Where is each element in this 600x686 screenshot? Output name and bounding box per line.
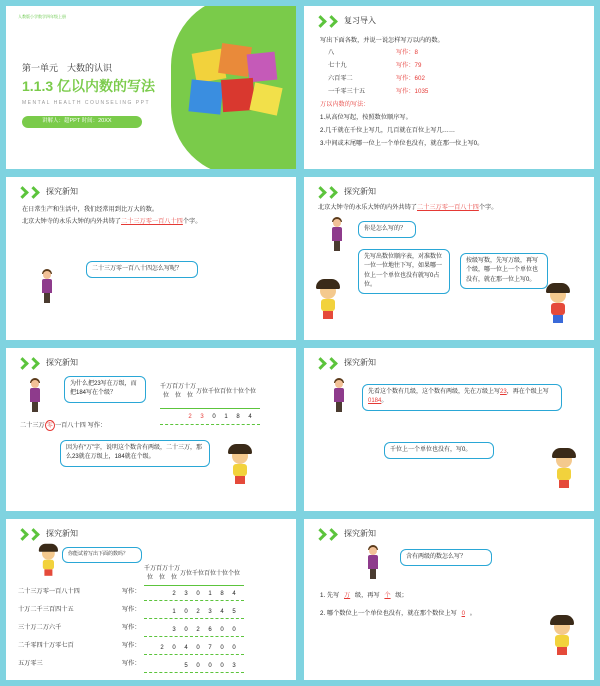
line-number: 二十三万零一百八十四: [417, 204, 479, 211]
summary-line-1: [320, 591, 408, 600]
practice-label: 二千零四十万零七百: [18, 642, 74, 649]
write-label: 写作：: [122, 660, 141, 667]
speech-bubble: 含有两级的数怎么写？: [400, 549, 492, 566]
girl-figure: [320, 283, 336, 319]
label-a: 二十三万: [20, 422, 45, 429]
unit-title: 第一单元 大数的认识: [22, 63, 113, 73]
item-label: 六百零二: [328, 75, 353, 82]
line-c: 个字。: [478, 204, 498, 211]
top-note: 人教版小学数学四年级上册: [18, 14, 66, 19]
practice-digits: [144, 643, 240, 653]
speech-bubble-right: 按级写数，先写万级，再写个级，哪一位上一个单位也没有，就在那一位上写0。: [460, 253, 548, 289]
header-title: 探究新知: [46, 529, 78, 538]
girl-figure: [554, 619, 570, 655]
place-col: 十万位: [168, 566, 181, 581]
place-col: 十位: [216, 570, 229, 577]
digit: 0: [232, 627, 236, 633]
digit: 8: [220, 591, 224, 597]
digit: 0: [208, 663, 212, 669]
practice-label: 二十三万零一百八十四: [18, 588, 80, 595]
item-answer: 写作：79: [396, 62, 422, 69]
slide-explore-2[interactable]: [304, 177, 594, 340]
speech-bubble: 你能试着写出下面的数吗？: [62, 547, 142, 563]
l1-c: 级，再写: [354, 592, 380, 599]
l1-e: 级；: [395, 592, 408, 599]
speech-bubble: [362, 384, 562, 411]
digit: 1: [224, 414, 228, 420]
l2-c: 。: [469, 610, 476, 617]
answer-1: 23: [500, 389, 507, 395]
dashed-line: [144, 654, 244, 655]
dashed-line: [144, 618, 244, 619]
place-col: 百万位: [172, 384, 185, 399]
digit: 3: [208, 609, 212, 615]
teacher-figure: [368, 545, 378, 579]
digit: 6: [208, 627, 212, 633]
chevron-icon: [327, 358, 337, 368]
item-label: 八: [328, 49, 335, 56]
practice-digits: [144, 607, 240, 617]
write-label: 写作：: [122, 588, 141, 595]
item-answer: 写作：602: [396, 75, 425, 82]
number-blocks-image: [186, 41, 286, 131]
digit: 4: [220, 609, 224, 615]
slide-explore-4[interactable]: [304, 348, 594, 511]
method-item: 2.几千就在千位上写几，几百就在百位上写几……: [320, 127, 456, 134]
place-value-header: [160, 380, 256, 400]
digit: 3: [184, 591, 188, 597]
digit: 0: [220, 645, 224, 651]
digit: 0: [220, 663, 224, 669]
line2: [22, 217, 201, 226]
l2-a: 2. 哪个数位上一个单位也没有，就在那个数位上写: [320, 610, 457, 617]
divider-line: [144, 585, 244, 586]
digit: 1: [208, 591, 212, 597]
digit: 4: [248, 414, 252, 420]
write-label: 写作：: [122, 642, 141, 649]
digit: 0: [196, 591, 200, 597]
speech-bubble-2: 千位上一个单位也没有，写0。: [384, 442, 494, 459]
label-zero: 零: [45, 420, 55, 431]
practice-digits: [144, 589, 240, 599]
digit: 4: [184, 645, 188, 651]
item-answer: 写作：1035: [396, 88, 429, 95]
place-col: 十万位: [184, 384, 197, 399]
place-col: 千万位: [144, 566, 157, 581]
slide-review[interactable]: [304, 6, 594, 169]
place-value-header: [144, 563, 240, 581]
speech-bubble-left: 先写出数位顺序表，对准数位一位一位地往下写，如果哪一位上一个单位也没有就写0占位。: [358, 249, 450, 294]
method-item: 1.从高位写起，按照数位顺序写。: [320, 114, 412, 121]
digit: 0: [172, 645, 176, 651]
digits-row: [160, 412, 256, 422]
answer-2: 0184: [368, 398, 382, 405]
l1-a: 1. 先写: [320, 592, 340, 599]
digit: 0: [196, 663, 200, 669]
chevron-icon: [327, 529, 337, 539]
digit: 5: [232, 609, 236, 615]
practice-digits: [144, 625, 240, 635]
digit: 0: [184, 627, 188, 633]
header-title: 探究新知: [344, 358, 376, 367]
header-title: 探究新知: [46, 358, 78, 367]
answer-wan: 万: [344, 592, 351, 599]
digit: 3: [232, 663, 236, 669]
chevron-icon: [327, 187, 337, 197]
dashed-line: [144, 600, 244, 601]
bubble-c: 。: [381, 398, 388, 405]
place-col: 十位: [232, 388, 245, 395]
practice-digits: [144, 661, 240, 671]
practice-label: 三十万二万六千: [18, 624, 62, 631]
place-col: 百万位: [156, 566, 169, 581]
practice-label: 五万零三: [18, 660, 43, 667]
item-label: 七十九: [328, 62, 347, 69]
place-col: 万位: [180, 570, 193, 577]
slide-header: [316, 15, 376, 26]
chevron-icon: [29, 187, 39, 197]
slide-header: [316, 186, 376, 197]
place-col: 千万位: [160, 384, 173, 399]
place-col: 千位: [192, 570, 205, 577]
line-a: 北京大钟寺的永乐大钟的内外共铸了: [318, 204, 417, 211]
header-title: 探究新知: [344, 187, 376, 196]
item-answer: 写作：8: [396, 49, 419, 56]
answer-zero: 0: [461, 610, 466, 617]
explanation-bubble: 因为有“万”字，说明这个数含有两级，二十三万，那么23就在万级上，184就在个级。: [60, 440, 210, 467]
digit: 0: [220, 627, 224, 633]
dashed-line: [144, 636, 244, 637]
slide-header: [18, 186, 78, 197]
digit: 2: [160, 645, 164, 651]
line2-number: 二十三万零一百八十四: [121, 218, 183, 225]
digit: 8: [236, 414, 240, 420]
line1: 在日常生产和生活中，我们经常用到比万大的数。: [22, 206, 159, 213]
header-title: 探究新知: [46, 187, 78, 196]
answer-ge: 个: [384, 592, 391, 599]
divider-line: [160, 408, 260, 409]
subtitle: MENTAL HEALTH COUNSELING PPT: [22, 100, 151, 106]
presenter: 讲解人：超PPT 时间：20XX: [42, 118, 112, 124]
slide-summary[interactable]: [304, 519, 594, 680]
place-col: 个位: [244, 388, 257, 395]
teacher-figure: [334, 378, 344, 412]
intro: 写出下面各数，并说一说怎样写万以内的数。: [320, 37, 444, 44]
chevron-icon: [327, 16, 337, 26]
teacher-figure: [42, 269, 52, 303]
method-title: 万以内数的写法：: [320, 101, 370, 108]
place-col: 千位: [208, 388, 221, 395]
digit: 0: [232, 645, 236, 651]
digit: 0: [212, 414, 216, 420]
teacher-figure: [30, 378, 40, 412]
slide-explore-1[interactable]: [6, 177, 296, 340]
dashed-line: [144, 672, 244, 673]
method-item: 3.中间或末尾哪一位上一个单位也没有，就在那一位上写0。: [320, 140, 484, 147]
digit: 7: [208, 645, 212, 651]
main-title: 1.1.3 亿以内数的写法: [22, 78, 156, 94]
line2-c: 个字。: [182, 218, 202, 225]
line: [318, 203, 497, 212]
number-label: [20, 420, 106, 431]
slide-header: [18, 528, 78, 539]
digit: 2: [172, 591, 176, 597]
write-label: 写作：: [122, 606, 141, 613]
digit: 3: [200, 414, 204, 420]
boy-figure: [550, 287, 566, 323]
speech-bubble-question: 你是怎么写的？: [358, 221, 416, 238]
line2-a: 北京大钟寺的永乐大钟的内外共铸了: [22, 218, 121, 225]
digit: 0: [196, 645, 200, 651]
digit: 1: [172, 609, 176, 615]
place-col: 万位: [196, 388, 209, 395]
girl-figure: [42, 547, 55, 576]
girl-figure: [556, 452, 572, 488]
place-col: 百位: [204, 570, 217, 577]
bubble-a: 先看这个数有几级，这个数有两级，先在万级上写: [368, 389, 501, 395]
speech-bubble: 为什么把23写在万级，而把184写在个级？: [64, 376, 146, 403]
label-c: 一百八十四 写作：: [54, 422, 107, 429]
slide-practice[interactable]: [6, 519, 296, 680]
chevron-icon: [29, 358, 39, 368]
slide-header: [316, 357, 376, 368]
practice-label: 十万二千三百四十五: [18, 606, 74, 613]
slide-header: [18, 357, 78, 368]
digit: 3: [172, 627, 176, 633]
digit: 4: [232, 591, 236, 597]
place-col: 百位: [220, 388, 233, 395]
write-label: 写作：: [122, 624, 141, 631]
digit: 2: [196, 609, 200, 615]
header-title: 复习导入: [344, 16, 376, 25]
header-title: 探究新知: [344, 529, 376, 538]
slide-explore-3[interactable]: [6, 348, 296, 511]
slide-title[interactable]: [6, 6, 296, 169]
summary-line-2: [320, 609, 476, 618]
place-col: 个位: [228, 570, 241, 577]
digit: 0: [184, 609, 188, 615]
dashed-line: [160, 424, 260, 425]
digit: 2: [196, 627, 200, 633]
girl-figure: [232, 448, 248, 484]
slide-header: [316, 528, 376, 539]
teacher-figure: [332, 217, 342, 251]
digit: 5: [184, 663, 188, 669]
digit: 2: [188, 414, 192, 420]
chevron-icon: [29, 529, 39, 539]
speech-bubble: 二十三万零一百八十四怎么写呢？: [86, 261, 198, 278]
item-label: 一千零三十五: [328, 88, 366, 95]
bubble-b: ，再在个级上写: [506, 389, 549, 395]
